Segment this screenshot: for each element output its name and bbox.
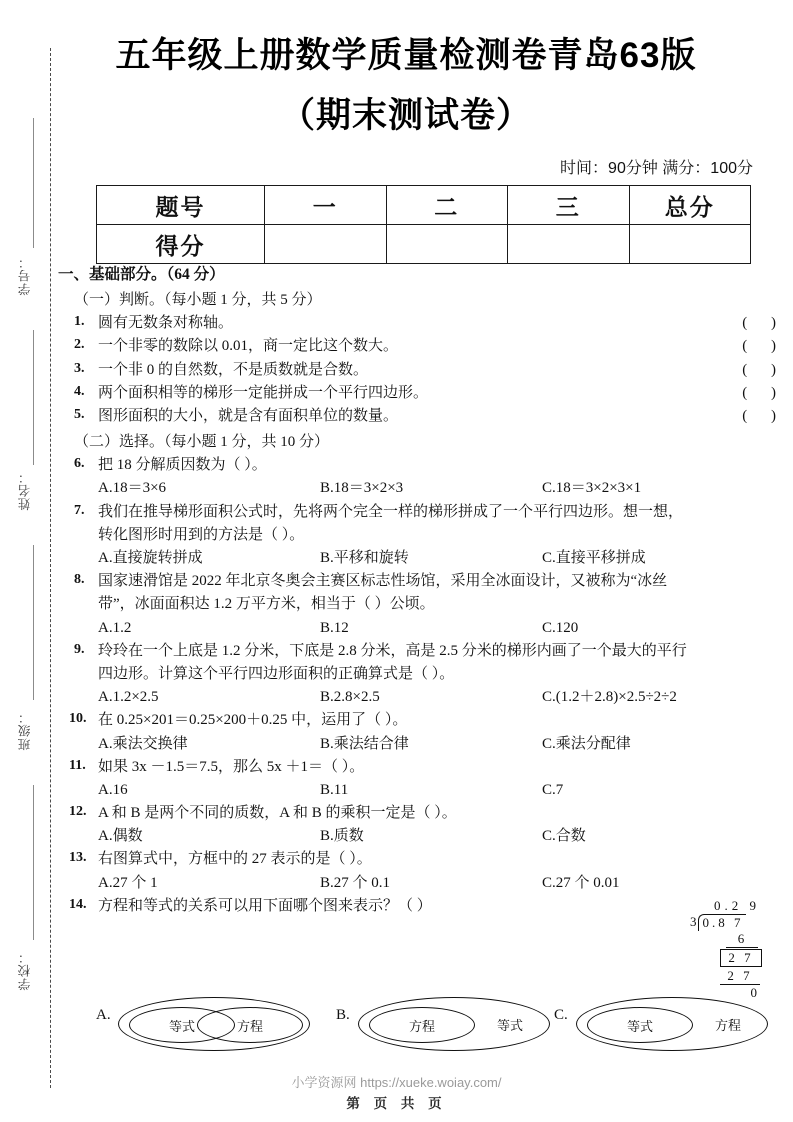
tf-question-1-text: 圆有无数条对称轴。 [98,315,234,332]
page-title: 五年级上册数学质量检测卷青岛63版 [115,36,697,75]
mc-9-option-c[interactable]: C.(1.2＋2.8)×2.5÷2÷2 [542,689,677,706]
score-table-row-label-0: 题号 [97,186,265,225]
mc-question-13-options [98,872,780,894]
mc-8-option-b[interactable]: B.12 [320,619,349,636]
mc-10-option-b[interactable]: B.乘法结合律 [320,735,409,752]
footer-page-number: 第 页 共 页 [346,1096,447,1111]
tf-question-2-number: 2. [74,337,85,353]
tf-question-5-text: 图形面积的大小，就是含有面积单位的数量。 [98,407,399,424]
mc-question-12-number: 12. [69,804,87,820]
mc-question-8-number: 8. [74,572,85,588]
mc-question-13 [69,848,780,870]
mc-question-7-options [98,547,780,569]
venn-option-a-label: A. [96,1007,111,1023]
margin-label-school: 学校： [18,950,32,991]
score-table-col-3: 总分 [629,186,751,225]
venn-b-inner: 方程 [369,1007,475,1043]
table-row-scores [97,225,751,264]
tf-question-4 [74,382,786,404]
mc-question-9-options [98,686,780,708]
venn-option-b-label: B. [336,1007,350,1023]
tf-question-3 [74,359,786,381]
mc-question-10-number: 10. [69,711,87,727]
mc-13-option-c[interactable]: C.27 个 0.01 [542,874,620,891]
mc-6-option-a[interactable]: A.18＝3×6 [98,480,167,497]
mc-8-option-a[interactable]: A.1.2 [98,619,132,636]
mc-8-option-c[interactable]: C.120 [542,619,579,636]
mc-13-option-a[interactable]: A.27 个 1 [98,874,158,891]
long-division-dividend: 0.8 7 [698,914,746,931]
mc-question-10-text: 在 0.25×201＝0.25×200＋0.25 中，运用了（ ）。 [98,712,408,729]
venn-a-outer-ellipse [118,997,310,1051]
long-division-figure [690,898,782,1001]
mc-question-14-number: 14. [69,896,87,912]
venn-c-outer-ellipse [576,997,768,1051]
venn-b-outer-ellipse [358,997,550,1051]
tf-answer-blank-1[interactable]: ( ) [742,315,786,332]
long-division-step1: 6 [726,931,758,948]
mc-question-12-options [98,825,780,847]
venn-c-inner: 等式 [587,1007,693,1043]
left-margin-strip [0,0,56,1122]
mc-question-14-text: 方程和等式的关系可以用下面哪个图来表示？（ ） [98,897,432,914]
score-table-col-1: 二 [386,186,508,225]
tf-question-5 [74,405,786,427]
exam-content [58,264,786,918]
mc-7-option-a[interactable]: A.直接旋转拼成 [98,550,203,566]
mc-10-option-a[interactable]: A.乘法交换律 [98,735,188,752]
tf-question-4-number: 4. [74,383,85,399]
part-a-heading: （一）判断。（每小题 1 分，共 5 分） [74,291,322,308]
tf-question-2-text: 一个非零的数除以 0.01，商一定比这个数大。 [98,338,399,355]
mc-question-11-text: 如果 3x －1.5＝7.5，那么 5x ＋1＝（ ）。 [98,758,365,775]
margin-label-name: 姓名： [18,470,32,511]
mc-question-9-number: 9. [74,641,85,657]
score-cell-0[interactable] [265,225,387,264]
mc-6-option-c[interactable]: C.18＝3×2×3×1 [542,480,642,497]
mc-question-6-options [98,477,780,499]
margin-rule-2 [33,330,34,465]
mc-6-option-b[interactable]: B.18＝3×2×3 [320,480,404,497]
mc-question-7 [74,501,780,523]
score-table [96,185,751,264]
venn-b-outer-text: 等式 [496,1017,523,1033]
tf-answer-blank-5[interactable]: ( ) [742,407,786,424]
mc-question-7-text-line2: 转化图形时用到的方法是（ ）。 [98,526,305,543]
margin-rule-4 [33,785,34,940]
mc-question-12-text: A 和 B 是两个不同的质数，A 和 B 的乘积一定是（ ）。 [98,805,457,822]
mc-question-14 [69,895,780,917]
venn-diagram-options [96,993,756,1055]
mc-9-option-b[interactable]: B.2.8×2.5 [320,689,380,706]
footer-site-watermark: 小学资源网 https://xueke.woiay.com/ [291,1075,502,1090]
mc-question-8-text: 国家速滑馆是 2022 年北京冬奥会主赛区标志性场馆，采用全冰面设计，又被称为“冰丝 [98,573,668,590]
score-cell-3[interactable] [629,225,751,264]
mc-question-11 [69,756,780,778]
mc-11-option-c[interactable]: C.7 [542,781,564,798]
long-division-remainder: 0 [750,985,760,1000]
mc-question-6-number: 6. [74,456,85,472]
exam-meta-info: 时间：90分钟 满分：100分 [560,160,753,177]
mc-12-option-c[interactable]: C.合数 [542,828,586,845]
venn-a-inner-left: 等式 [129,1007,235,1043]
venn-option-c-label: C. [554,1007,568,1023]
tf-question-1-number: 1. [74,314,85,330]
score-cell-2[interactable] [508,225,630,264]
mc-question-11-number: 11. [69,757,86,773]
margin-label-class: 班级： [18,710,32,751]
tf-question-4-text: 两个面积相等的梯形一定能拼成一个平行四边形。 [98,384,429,401]
venn-a-inner-right: 方程 [197,1007,303,1043]
margin-label-student-id: 学号： [18,255,32,296]
page-subtitle: （期末测试卷） [279,96,532,135]
score-table-col-2: 三 [508,186,630,225]
mc-13-option-b[interactable]: B.27 个 0.1 [320,874,391,891]
score-table-col-0: 一 [265,186,387,225]
mc-12-option-a[interactable]: A.偶数 [98,828,143,845]
mc-question-8-options [98,617,780,639]
mc-question-10 [69,709,780,731]
mc-question-8 [74,570,780,592]
mc-12-option-b[interactable]: B.质数 [320,828,364,845]
mc-question-13-number: 13. [69,850,87,866]
tf-question-3-text: 一个非 0 的自然数，不是质数就是合数。 [98,361,369,378]
tf-answer-blank-2[interactable]: ( ) [742,338,786,355]
mc-9-option-a[interactable]: A.1.2×2.5 [98,689,159,706]
mc-question-6 [74,454,780,476]
long-division-dividend-row [690,914,782,931]
tf-answer-blank-4[interactable]: ( ) [742,384,786,401]
tf-question-5-number: 5. [74,406,85,422]
mc-11-option-a[interactable]: A.16 [98,781,128,798]
long-division-quotient: 0.2 9 [714,898,760,913]
mc-question-6-text: 把 18 分解质因数为（ ）。 [98,457,267,474]
tf-question-3-number: 3. [74,360,85,376]
mc-7-option-c[interactable]: C.直接平移拼成 [542,550,646,566]
long-division-divisor: 3 [690,914,697,929]
table-row-question-numbers [97,186,751,225]
mc-question-8-text-line2: 带”，冰面面积达 1.2 万平方米，相当于（ ）公顷。 [98,596,435,613]
score-cell-1[interactable] [386,225,508,264]
margin-rule-1 [33,118,34,248]
section-one-heading: 一、基础部分。（64 分） [58,266,225,283]
long-division-step2: 2 7 [720,968,760,985]
score-table-row-label-1: 得分 [97,225,265,264]
mc-question-9 [74,640,780,662]
mc-question-9-text-line2: 四边形。计算这个平行四边形面积的正确算式是（ ）。 [98,665,455,682]
mc-question-12 [69,802,780,824]
long-division-boxed-value: 2 7 [720,949,762,967]
mc-question-10-options [98,733,780,755]
venn-c-outer-text: 方程 [714,1017,741,1033]
tf-answer-blank-3[interactable]: ( ) [742,361,786,378]
mc-7-option-b[interactable]: B.平移和旋转 [320,550,409,566]
mc-11-option-b[interactable]: B.11 [320,781,349,798]
mc-question-13-text: 右图算式中，方框中的 27 表示的是（ ）。 [98,851,372,868]
mc-10-option-c[interactable]: C.乘法分配律 [542,735,631,752]
margin-rule-3 [33,545,34,700]
mc-question-7-number: 7. [74,502,85,518]
mc-question-11-options [98,779,780,801]
tf-question-1 [74,312,786,334]
tf-question-2 [74,335,786,357]
part-b-heading: （二）选择。（每小题 1 分，共 10 分） [74,434,330,451]
fold-dashed-line [50,48,51,1088]
mc-question-9-text: 玲玲在一个上底是 1.2 分米，下底是 2.8 分米，高是 2.5 分米的梯形内画了一个最大的平行 [98,642,687,659]
mc-question-7-text: 我们在推导梯形面积公式时，先将两个完全一样的梯形拼成了一个平行四边形。想一想， [98,503,684,520]
